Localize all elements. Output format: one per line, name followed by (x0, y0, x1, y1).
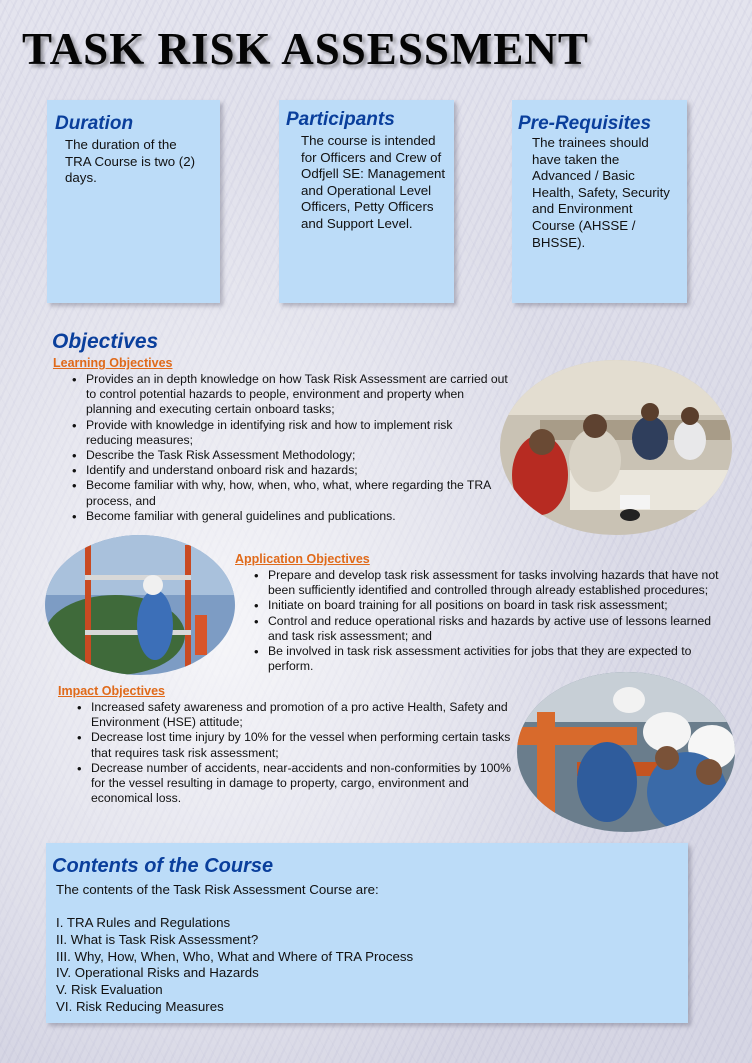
list-item: II. What is Task Risk Assessment? (56, 931, 259, 947)
impact-objectives-heading: Impact Objectives (58, 684, 165, 698)
list-item: I. TRA Rules and Regulations (56, 915, 231, 930)
list-item: • Prepare and develop task risk assessment for tasks involving hazards that have not been sufficiently identified and controlled through already established procedures; (254, 568, 724, 598)
duration-heading: Duration (55, 113, 134, 134)
worker-photo (45, 535, 235, 675)
list-item: • Decrease lost time injury by 10% for the vessel when performing certain tasks that requires task risk assessment; (77, 730, 527, 760)
contents-heading: Contents of the Course (52, 855, 274, 877)
prerequisites-heading: Pre-Requisites (518, 113, 652, 134)
page-title: TASK RISK ASSESSMENT (22, 24, 589, 74)
application-objectives-list (254, 568, 724, 674)
learning-objectives-heading: Learning Objectives (53, 356, 173, 370)
list-item: V. Risk Evaluation (56, 982, 163, 998)
participants-box (279, 100, 454, 303)
prerequisites-box (512, 100, 687, 303)
classroom-photo (500, 360, 732, 535)
duration-box (47, 100, 220, 303)
list-item: • Decrease number of accidents, near-accidents and non-conformities by 100% for the vessel resulting in damage to property, cargo, environment and economical loss. (77, 761, 527, 807)
list-item: VI. Risk Reducing Measures (56, 998, 224, 1014)
list-item: • Initiate on board training for all positions on board in task risk assessment; (254, 598, 724, 613)
list-item: • Become familiar with general guidelines and publications. (72, 509, 512, 524)
prerequisites-text: The trainees should have taken the Advanced / Basic Health, Safety, Security and Environment Course (AHSSE / BHSSE). (532, 135, 670, 250)
list-item: III. Why, How, When, Who, What and Where of TRA Process (56, 948, 414, 964)
impact-objectives-list (77, 700, 527, 806)
list-item: • Control and reduce operational risks and hazards by active use of lessons learned and task risk assessment; and (254, 614, 724, 644)
list-item: • Identify and understand onboard risk and hazards; (72, 463, 512, 478)
duration-text: The duration of the TRA Course is two (2) days. (65, 137, 196, 186)
objectives-heading: Objectives (52, 330, 159, 353)
list-item: IV. Operational Risks and Hazards (56, 965, 259, 981)
participants-heading: Participants (286, 109, 395, 130)
list-item: • Describe the Task Risk Assessment Methodology; (72, 448, 512, 463)
learning-objectives-list (72, 372, 512, 524)
contents-list (56, 915, 413, 1016)
contents-intro: The contents of the Task Risk Assessment Course are: (56, 882, 379, 897)
list-item: • Increased safety awareness and promotion of a pro active Health, Safety and Environment (HSE) attitude; (77, 700, 527, 730)
list-item: • Become familiar with why, how, when, who, what, where regarding the TRA process, and (72, 478, 512, 508)
contents-box (46, 843, 688, 1023)
application-objectives-heading: Application Objectives (235, 552, 370, 566)
list-item: • Be involved in task risk assessment activities for jobs that they are expected to perform. (254, 644, 724, 674)
list-item: • Provides an in depth knowledge on how Task Risk Assessment are carried out to control potential hazards to people, environment and property when planning and executing certain onboard tasks; (72, 372, 512, 418)
pipework-photo (517, 672, 735, 832)
list-item: • Provide with knowledge in identifying risk and how to implement risk reducing measures; (72, 418, 512, 448)
participants-text: The course is intended for Officers and Crew of Odfjell SE: Management and Operational Level Officers, Petty Officers and Support Level. (301, 133, 446, 231)
